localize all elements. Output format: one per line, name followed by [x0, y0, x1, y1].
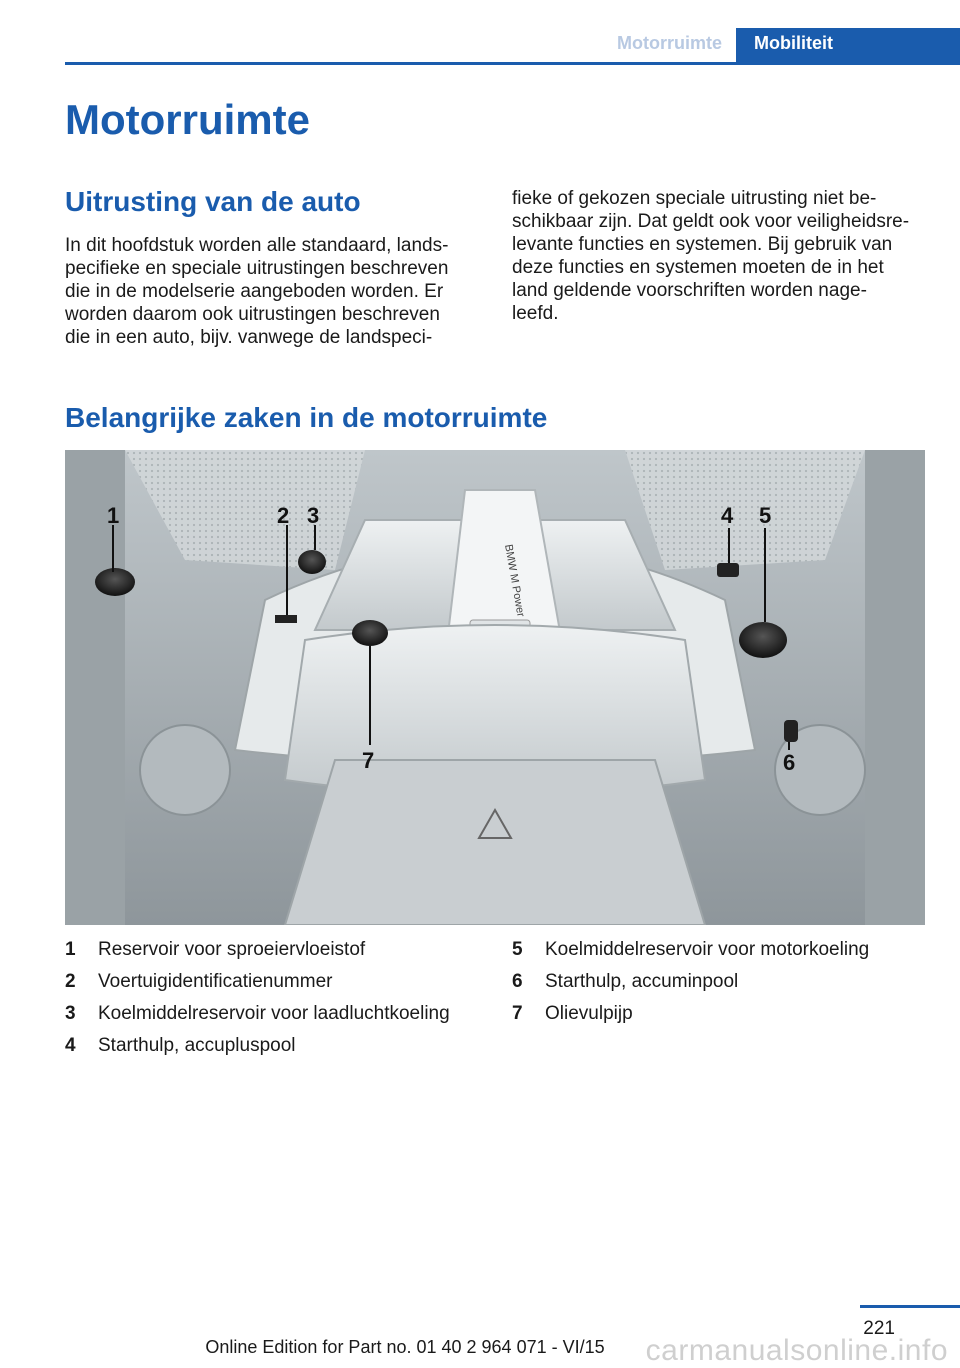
callout-6: 6	[783, 750, 796, 775]
legend-number: 2	[65, 971, 76, 992]
legend-text: Reservoir voor sproeiervloeistof	[98, 939, 366, 960]
section-tab[interactable]: Motorruimte	[617, 33, 722, 53]
legend-number: 7	[512, 1003, 523, 1024]
callout-4: 4	[721, 503, 734, 528]
header-bar	[65, 28, 960, 65]
legend-number: 5	[512, 939, 523, 960]
equipment-text-right	[512, 187, 952, 325]
text-line: pecifieke en speciale uitrustingen beschreven	[65, 258, 449, 279]
legend-text: Olievulpijp	[545, 1003, 633, 1024]
negative-terminal	[784, 720, 798, 742]
legend-number: 4	[65, 1035, 76, 1056]
legend-number: 6	[512, 971, 523, 992]
legend-text: Koelmiddelreservoir voor motorkoeling	[545, 939, 870, 960]
watermark: carmanualsonline.info	[645, 1334, 948, 1367]
legend-item	[512, 966, 932, 998]
text-line: deze functies en systemen moeten de in het	[512, 257, 884, 278]
equipment-heading: Uitrusting van de auto	[65, 186, 361, 217]
callout-3: 3	[307, 503, 320, 528]
equipment-text-left	[65, 234, 475, 349]
legend-item	[65, 934, 485, 966]
oil-filler-cap	[352, 620, 388, 646]
text-line: worden daarom ook uitrustingen beschreven	[65, 304, 440, 325]
legend-item	[65, 1030, 485, 1062]
text-line: levante functies en systemen. Bij gebruik van	[512, 234, 893, 255]
legend-item	[512, 998, 932, 1030]
legend-text: Koelmiddelreservoir voor laadluchtkoeling	[98, 1003, 450, 1024]
legend-text: Voertuigidentificatienummer	[98, 971, 333, 992]
intercooler-coolant-cap	[298, 550, 326, 574]
legend-text: Starthulp, accuminpool	[545, 971, 739, 992]
callout-2: 2	[277, 503, 290, 528]
legend-item	[512, 934, 932, 966]
callout-5: 5	[759, 503, 772, 528]
legend-right	[512, 934, 932, 1030]
page-title: Motorruimte	[65, 96, 310, 143]
text-line: land geldende voorschriften worden nage-	[512, 280, 867, 301]
legend-number: 3	[65, 1003, 76, 1024]
page-number: 221	[863, 1318, 895, 1339]
callout-1: 1	[107, 503, 120, 528]
legend-number: 1	[65, 939, 76, 960]
washer-fluid-cap	[95, 568, 135, 596]
engine-badge: BMW M Power	[502, 543, 527, 618]
page-number-rule	[860, 1305, 960, 1308]
text-line: In dit hoofdstuk worden alle standaard, lands-	[65, 235, 449, 256]
legend-text: Starthulp, accupluspool	[98, 1035, 296, 1056]
text-line: schikbaar zijn. Dat geldt ook voor veiligheidsre-	[512, 211, 910, 232]
legend-item	[65, 998, 485, 1030]
callout-7: 7	[362, 748, 375, 773]
positive-terminal	[717, 563, 739, 577]
edition-footer: Online Edition for Part no. 01 40 2 964 071 - VI/15	[205, 1337, 605, 1357]
engine-bay-photo	[65, 450, 925, 925]
legend-left	[65, 934, 485, 1062]
text-line: fieke of gekozen speciale uitrusting niet be-	[512, 188, 877, 209]
legend-item	[65, 966, 485, 998]
chapter-tab[interactable]: Mobiliteit	[736, 28, 960, 62]
text-line: die in de modelserie aangeboden worden. Er	[65, 281, 444, 302]
text-line: die in een auto, bijv. vanwege de landspeci-	[65, 327, 433, 348]
engine-coolant-cap	[739, 622, 787, 658]
engine-heading: Belangrijke zaken in de motorruimte	[65, 402, 548, 433]
text-line: leefd.	[512, 303, 559, 324]
